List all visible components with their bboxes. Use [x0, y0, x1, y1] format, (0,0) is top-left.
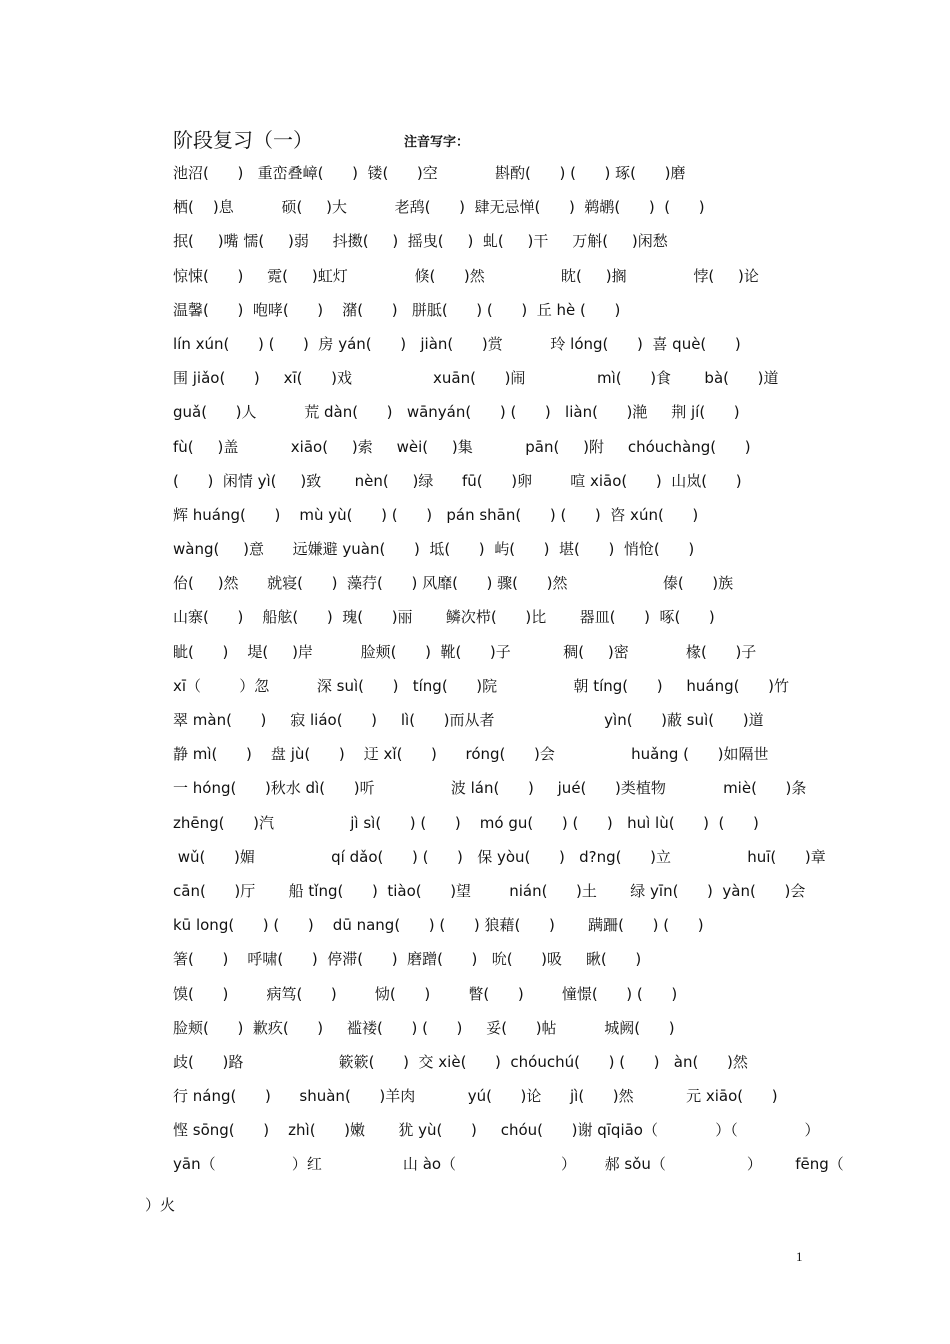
exercise-line: wàng( )意 远嫌避 yuàn( ) 坻( ) 屿( ) 堪( ) 悄怆( ) — [173, 540, 695, 559]
exercise-lines — [173, 160, 873, 1186]
exercise-line: 眦( ) 堤( )岸 脸颊( ) 靴( )子 稠( )密 椽( )子 — [173, 642, 757, 661]
exercise-line: 辉 huáng( ) mù yù( ) ( ) pán shān( ) ( ) 咨 xún( ) — [173, 505, 699, 524]
exercise-line: 翠 màn( ) 寂 liáo( ) lì( )而从者 yìn( )蔽 suì( )道 — [173, 711, 764, 729]
page-title: 阶段复习（一） — [173, 128, 313, 152]
exercise-line: lín xún( ) ( ) 房 yán( ) jiàn( )赏 玲 lóng( ) 喜 què( ) — [173, 334, 741, 353]
exercise-line: 馍( ) 病笃( ) 恸( ) 瞥( ) 憧憬( ) ( ) — [173, 984, 678, 1003]
exercise-line: 山寨( ) 船舷( ) 瑰( )丽 鳞次栉( )比 器皿( ) 啄( ) — [173, 608, 715, 627]
exercise-line: guǎ( )人 荒 dàn( ) wānyán( ) ( ) liàn( )滟 荆 jí( ) — [173, 403, 740, 422]
exercise-line: 脸颊( ) 歉疚( ) 褴褛( ) ( ) 妥( )帖 城阙( ) — [173, 1018, 675, 1037]
exercise-line: 围 jiǎo( ) xī( )戏 xuān( )闹 mì( )食 bà( )道 — [173, 369, 779, 388]
exercise-line: 池沼( ) 重峦叠嶂( ) 镂( )空 斟酌( ) ( ) 琢( )磨 — [173, 164, 686, 182]
exercise-line: zhēng( )汽 jì sì( ) ( ) mó gu( ) ( ) huì lù( ) ( ) — [173, 813, 759, 832]
page-number: 1 — [796, 1249, 803, 1264]
exercise-line: fù( )盖 xiāo( )索 wèi( )集 pān( )附 chóuchàng( ) — [173, 437, 751, 456]
exercise-line: 歧( )路 簌簌( ) 交 xiè( ) chóuchú( ) ( ) àn( )然 — [173, 1052, 748, 1071]
exercise-line-tail: ）火 — [145, 1196, 176, 1214]
exercise-line: 一 hóng( )秋水 dì( )听 波 lán( ) jué( )类植物 miè( )条 — [173, 779, 807, 798]
exercise-line: 温馨( ) 咆哮( ) 潴( ) 胼胝( ) ( ) 丘 hè ( ) — [173, 300, 621, 319]
exercise-line: 静 mì( ) 盘 jù( ) 迂 xǐ( ) róng( )会 huǎng ( )如隔世 — [173, 745, 769, 764]
exercise-line: 栖( )息 硕( )大 老鸹( ) 肆无忌惮( ) 鹈鹕( ) ( ) — [173, 198, 705, 217]
exercise-line: 惊悚( ) 霓( )虹灯 倏( )然 眈( )搁 悖( )论 — [173, 266, 759, 285]
exercise-line: 佁( )然 就寝( ) 藻荇( ) 风靡( ) 骤( )然 傣( )族 — [173, 574, 734, 593]
exercise-line: ( ) 闲情 yì( )致 nèn( )绿 fū( )卵 喧 xiāo( ) 山岚( ) — [173, 471, 742, 490]
exercise-line: kū long( ) ( ) dū nang( ) ( ) 狼藉( ) 蹒跚( ) ( ) — [173, 916, 704, 935]
exercise-line: yān（ ）红 山 ào（ ） 郝 sǒu（ ） fēng（ — [173, 1155, 844, 1174]
page-subtitle: 注音写字： — [404, 135, 470, 150]
exercise-line: 行 náng( ) shuàn( )羊肉 yú( )论 jì( )然 元 xiāo( ) — [173, 1087, 778, 1106]
exercise-line: wǔ( )媚 qí dǎo( ) ( ) 保 yòu( ) d?ng( )立 huī( )章 — [173, 847, 826, 866]
exercise-line: cān( )厅 船 tǐng( ) tiào( )望 nián( )土 绿 yīn( ) yàn( )会 — [173, 881, 806, 900]
exercise-line: 抿( )嘴 懦( )弱 抖擞( ) 摇曳( ) 虬( )干 万斛( )闲愁 — [173, 232, 668, 251]
exercise-line: 箸( ) 呼啸( ) 停滞( ) 磨蹭( ) 吮( )吸 瞅( ) — [173, 950, 642, 969]
exercise-line: 悭 sōng( ) zhì( )嫩 犹 yù( ) chóu( )谢 qīqiāo（ ）（ ） — [173, 1121, 820, 1140]
exercise-line: xī（ ）忽 深 suì( ) tíng( )院 朝 tíng( ) huáng( )竹 — [173, 676, 789, 695]
